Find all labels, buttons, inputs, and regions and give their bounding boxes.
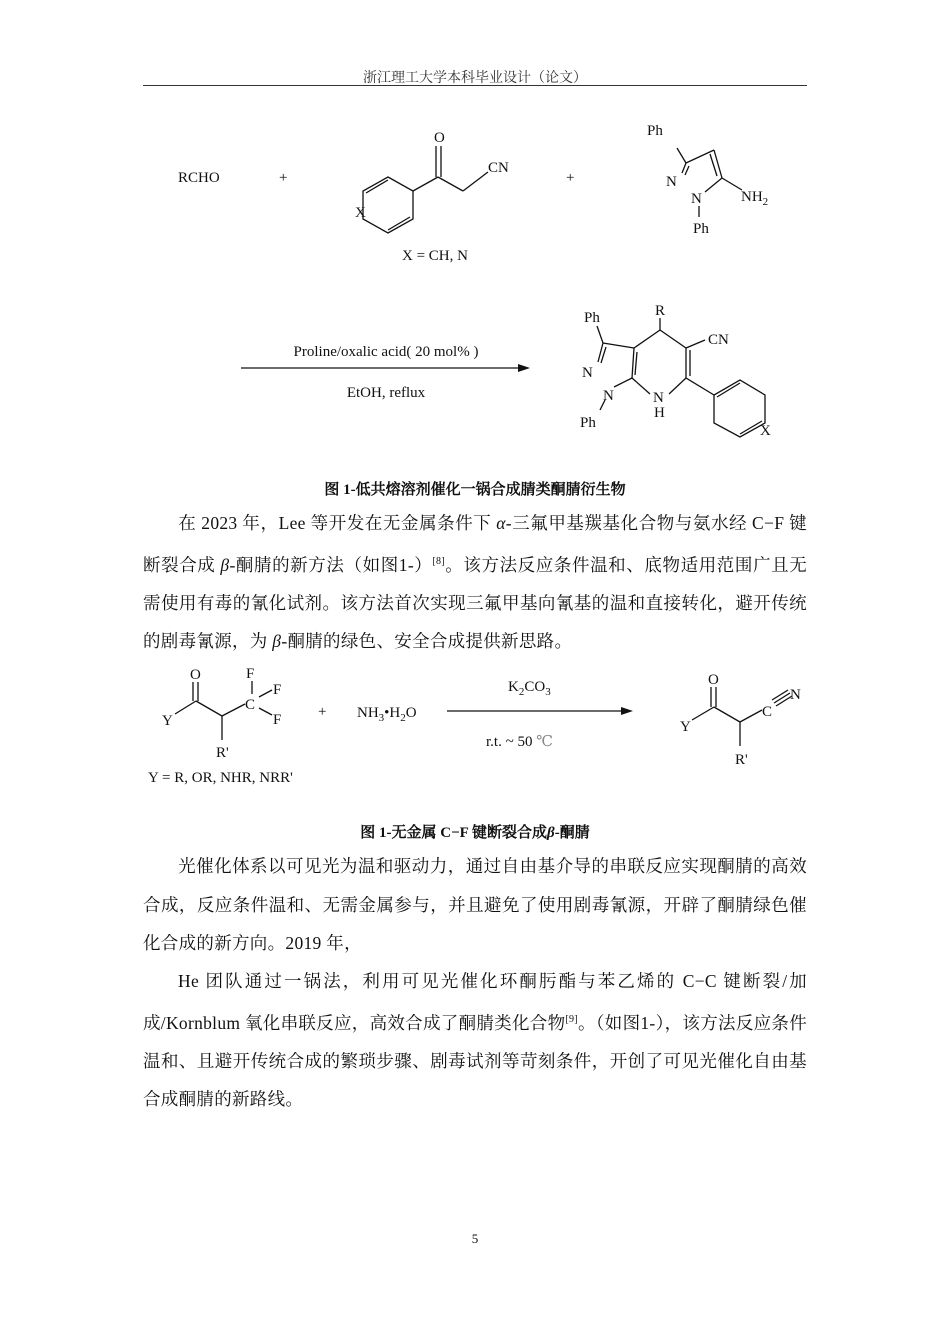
- plus-sign: +: [279, 170, 288, 186]
- x-atom-label: X: [355, 205, 366, 221]
- x-atom-label: X: [760, 423, 771, 439]
- nh-hydrogen-label: H: [654, 405, 665, 421]
- reaction-conditions-solvent: EtOH, reflux: [346, 385, 426, 401]
- trifluoromethyl-carbonyl-structure: [175, 681, 272, 740]
- ammonia-water-label: $NH_3•H_2O$: [357, 705, 417, 724]
- fluorine-label: F: [273, 682, 282, 698]
- phenyl-label: Ph: [580, 415, 596, 431]
- nitrogen-label: N: [691, 191, 702, 207]
- oxygen-label: O: [434, 130, 445, 146]
- phenyl-label: Ph: [647, 123, 663, 139]
- r-substituent-label: R: [655, 303, 666, 319]
- oxygen-label: O: [190, 667, 201, 683]
- r-prime-label: R': [216, 745, 229, 761]
- aminopyrazole-structure: [677, 148, 742, 217]
- body-paragraph: He 团队通过一锅法，利用可见光催化环酮肟酯与苯乙烯的 C−C 键断裂/加成/Kornblum 氧化串联反应，高效合成了酮腈类化合物[9]。（如图1-），该方法反应条件温和、且避开传统合成的繁琐步骤、剧毒试剂等苛刻条件，开创了可见光催化自由基合成酮腈的新路线。: [143, 971, 808, 1110]
- y-substituent-label: Y: [162, 713, 173, 729]
- y-substituent-label: Y: [680, 719, 691, 735]
- fluorine-label: F: [273, 712, 282, 728]
- reaction-scheme-1: [0, 110, 950, 439]
- body-paragraph: 光催化体系以可见光为温和驱动力，通过自由基介导的串联反应实现酮腈的高效合成，反应条件温和、无需金属参与，并且避免了使用剧毒氰源，开辟了酮腈绿色催化合成的新方向。2019 年，: [143, 856, 807, 953]
- y-definition: Y = R, OR, NHR, NRR': [148, 770, 293, 786]
- figure-caption: 图 1-低共熔溶剂催化一锅合成腈类酮腈衍生物: [324, 482, 626, 498]
- fluorine-label: F: [246, 666, 255, 682]
- arrow-head: [621, 707, 633, 715]
- running-header: 浙江理工大学本科毕业设计（论文）: [363, 71, 587, 86]
- nitrogen-label: N: [582, 365, 593, 381]
- phenyl-label: Ph: [584, 310, 600, 326]
- aroylacetonitrile-structure: [363, 146, 488, 233]
- pyrazolopyridine-product-structure: [597, 318, 765, 437]
- arrow-head: [518, 364, 530, 372]
- citation-ref: [8]: [432, 555, 445, 567]
- reactant-rcho: RCHO: [178, 170, 220, 186]
- temperature-condition: r.t. ~ 50 ℃: [486, 734, 553, 750]
- page-number: 5: [471, 1231, 479, 1246]
- plus-sign: +: [318, 704, 327, 720]
- base-reagent: $K_2CO_3$: [508, 679, 551, 698]
- nitrogen-label: N: [603, 388, 614, 404]
- reaction-scheme-2: [0, 660, 950, 800]
- header-rule: [143, 85, 807, 86]
- nitrogen-label: N: [653, 390, 664, 406]
- body-paragraph: 在 2023 年，Lee 等开发在无金属条件下 α-三氟甲基羰基化合物与氨水经 C−F 键断裂合成 β-酮腈的新方法（如图1-）[8]。该方法反应条件温和、底物适用范围广且无需使用有毒的氰化试剂。该方法首次实现三氟甲基向氰基的温和直接转化，避开传统的剧毒氰源，为 β-酮腈的绿色、安全合成提供新思路。: [143, 513, 808, 652]
- oxygen-label: O: [708, 672, 719, 688]
- carbon-label: C: [245, 697, 256, 713]
- nitrile-label: CN: [488, 160, 509, 176]
- figure-caption: 图 1-无金属 C−F 键断裂合成β-酮腈: [360, 825, 590, 841]
- reaction-conditions-catalyst: Proline/oxalic acid( 20 mol% ): [293, 344, 479, 360]
- amino-label: $NH_2$: [741, 189, 769, 208]
- phenyl-label: Ph: [693, 221, 709, 237]
- carbon-label: C: [762, 704, 773, 720]
- plus-sign: +: [566, 170, 575, 186]
- nitrile-label: CN: [708, 332, 729, 348]
- nitrogen-label: N: [790, 687, 801, 703]
- nitrogen-label: N: [666, 174, 677, 190]
- citation-ref: [9]: [565, 1013, 578, 1025]
- beta-ketonitrile-structure: [692, 687, 792, 746]
- r-prime-label: R': [735, 752, 748, 768]
- x-definition: X = CH, N: [402, 248, 468, 264]
